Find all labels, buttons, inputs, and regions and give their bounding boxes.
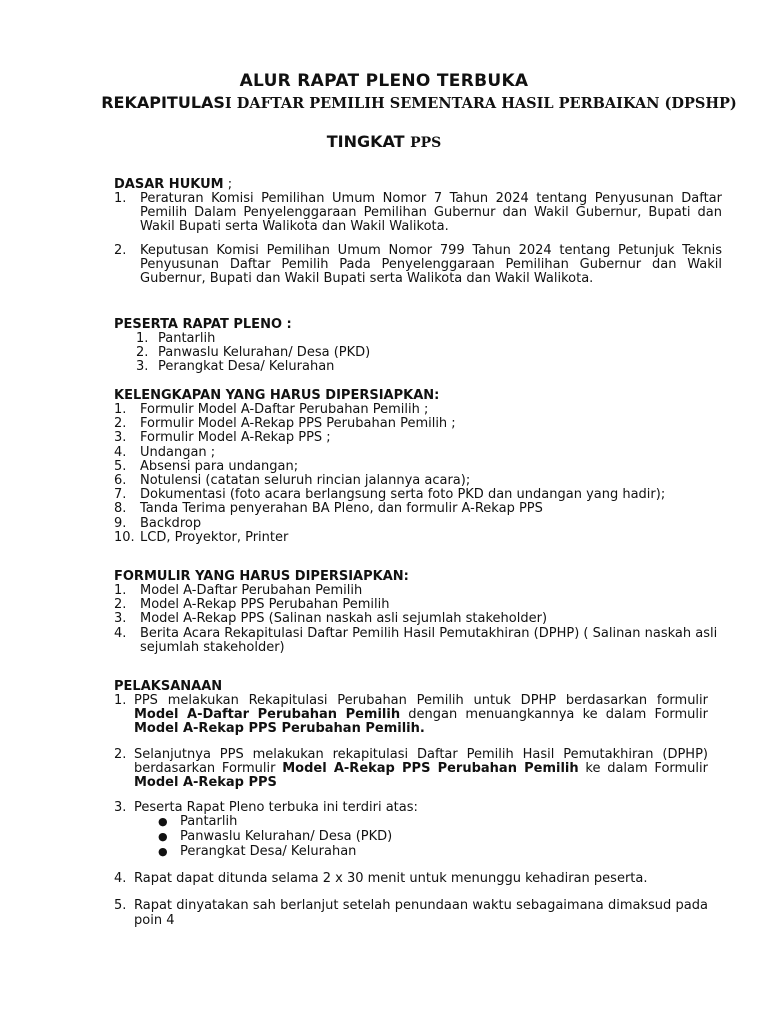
bullet-item: ● Panwaslu Kelurahan/ Desa (PKD)	[158, 829, 393, 845]
list-item: 3. Peserta Rapat Pleno terbuka ini terdiri atas:	[114, 800, 418, 816]
list-item: 6. Notulensi (catatan seluruh rincian jalannya acara);	[114, 473, 471, 489]
doc-level	[0, 132, 768, 151]
section-heading: KELENGKAPAN YANG HARUS DIPERSIAPKAN:	[114, 388, 440, 403]
bullet-icon: ●	[158, 830, 168, 844]
list-item: 7. Dokumentasi (foto acara berlangsung serta foto PKD dan undangan yang hadir);	[114, 487, 666, 503]
section-heading: PESERTA RAPAT PLENO :	[114, 317, 292, 332]
list-item: 5. Absensi para undangan;	[114, 458, 299, 474]
section-pelaksanaan	[114, 680, 708, 928]
list-item: 8. Tanda Terima penyerahan BA Pleno, dan formulir A-Rekap PPS	[114, 501, 543, 517]
section-heading: DASAR HUKUM ;	[114, 177, 233, 192]
list-item: 3. Model A-Rekap PPS (Salinan naskah asli sejumlah stakeholder)	[114, 611, 548, 627]
list-item: 1. Pantarlih	[136, 331, 216, 346]
section-kelengkapan	[114, 389, 722, 545]
list-item: 9. Backdrop	[114, 515, 202, 531]
list-item: 2. Keputusan Komisi Pemilihan Umum Nomor 799 Tahun 2024 tentang Petunjuk Teknis Penyusunan Daftar Pemilih Pada Penyelenggaraan Pemilihan Gubernur dan Wakil Gubernur, Bupati dan Wakil Bupati serta Walikota dan Wakil Walikota.	[114, 242, 722, 287]
section-peserta	[114, 318, 722, 375]
doc-subtitle	[0, 92, 768, 115]
kelengkapan-list	[114, 403, 722, 545]
list-item: 4. Rapat dapat ditunda selama 2 x 30 menit untuk menunggu kehadiran peserta.	[114, 871, 648, 887]
section-formulir	[114, 570, 722, 655]
list-item: 4. Undangan ;	[114, 444, 216, 460]
list-item: 2. Selanjutnya PPS melakukan rekapitulasi Daftar Pemilih Hasil Pemutakhiran (DPHP) berdasarkan Formulir Model A-Rekap PPS Perubahan Pemilih ke dalam Formulir Model A-Rekap PPS	[114, 746, 708, 791]
list-item: 10. LCD, Proyektor, Printer	[114, 529, 289, 545]
formulir-list	[114, 584, 722, 655]
doc-subtitle-part-b: I DAFTAR PEMILIH SEMENTARA HASIL PERBAIKAN (DPSHP)	[224, 95, 737, 112]
list-item: 3. Formulir Model A-Rekap PPS ;	[114, 430, 331, 446]
list-item: 1. Formulir Model A-Daftar Perubahan Pemilih ;	[114, 402, 429, 417]
list-item: 1. PPS melakukan Rekapitulasi Perubahan Pemilih untuk DPHP berdasarkan formulir Model A-Daftar Perubahan Pemilih dengan menuangkannya ke dalam Formulir Model A-Rekap PPS Perubahan Pemilih.	[114, 693, 708, 737]
section-dasar-hukum	[114, 178, 722, 286]
list-item: 1. Model A-Daftar Perubahan Pemilih	[114, 583, 363, 598]
pelaksanaan-list	[114, 694, 708, 928]
bullet-icon: ●	[158, 844, 168, 858]
list-item: 2. Formulir Model A-Rekap PPS Perubahan Pemilih ;	[114, 416, 456, 432]
bullet-item: ● Pantarlih	[158, 814, 238, 830]
bullet-item: ● Perangkat Desa/ Kelurahan	[158, 843, 357, 859]
list-item: 2. Model A-Rekap PPS Perubahan Pemilih	[114, 597, 390, 613]
section-heading: FORMULIR YANG HARUS DIPERSIAPKAN:	[114, 569, 409, 584]
bullet-icon: ●	[158, 815, 168, 829]
dasar-hukum-list	[114, 192, 722, 286]
doc-level-value: PPS	[410, 135, 442, 151]
bullet-list	[114, 815, 708, 859]
doc-subtitle-part-a: REKAPITULAS	[101, 93, 225, 112]
list-item: 1. Peraturan Komisi Pemilihan Umum Nomor 7 Tahun 2024 tentang Penyusunan Daftar Pemilih Dalam Penyelenggaraan Pemilihan Gubernur dan Wakil Gubernur, Bupati dan Wakil Bupati serta Walikota dan Wakil Walikota.	[114, 191, 722, 235]
doc-title: ALUR RAPAT PLENO TERBUKA	[239, 71, 529, 91]
list-item: 2. Panwaslu Kelurahan/ Desa (PKD)	[136, 345, 371, 361]
list-item: 5. Rapat dinyatakan sah berlanjut setelah penundaan waktu sebagaimana dimaksud pada poin 4	[114, 898, 708, 928]
section-heading: PELAKSANAAN	[114, 679, 223, 694]
list-item: 4. Berita Acara Rekapitulasi Daftar Pemilih Hasil Pemutakhiran (DPHP) ( Salinan naskah asli sejumlah stakeholder)	[114, 625, 718, 655]
peserta-list	[114, 332, 722, 375]
list-item: 3. Perangkat Desa/ Kelurahan	[136, 359, 335, 375]
doc-level-label: TINGKAT	[326, 132, 411, 151]
